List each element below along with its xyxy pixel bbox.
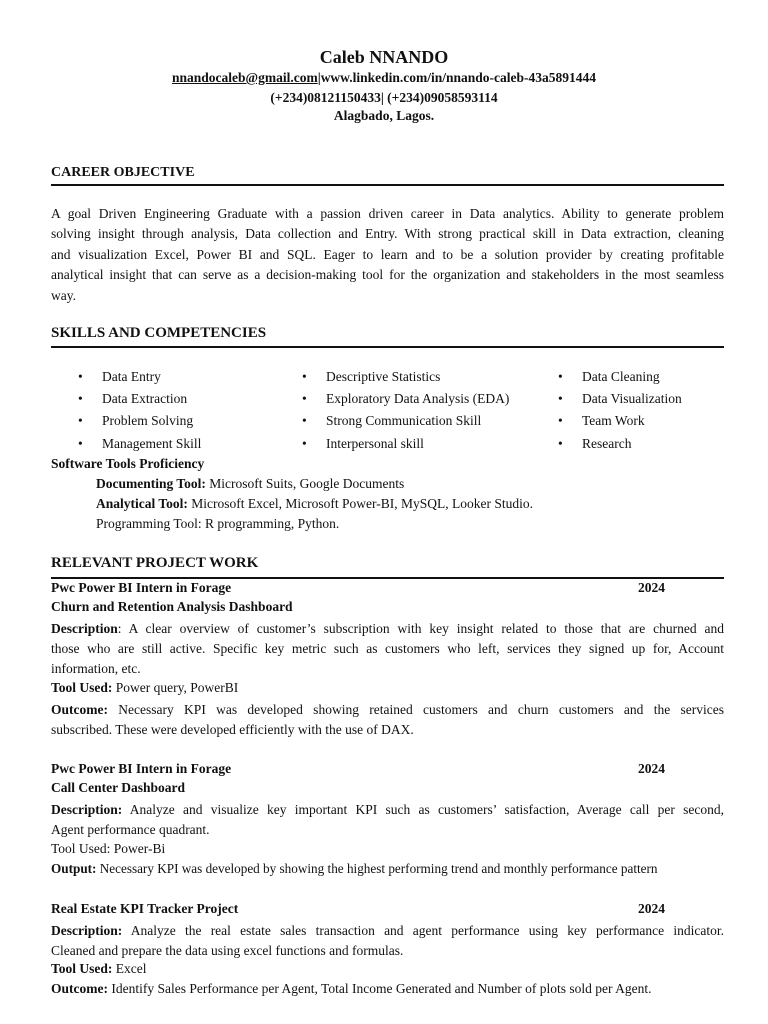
bullet-icon: • (558, 391, 563, 406)
objective-line: solving insight through analysis, Data collection and Entry. With strong practical skill in Data extraction, cleaning (51, 226, 724, 242)
skill-item: • Research (558, 436, 632, 451)
skills-heading: SKILLS AND COMPETENCIES (51, 325, 267, 341)
analytical-tool: Analytical Tool: Microsoft Excel, Microsoft Power-BI, MySQL, Looker Studio. (96, 496, 533, 511)
bullet-icon: • (302, 369, 307, 384)
project-outcome: Outcome: Identify Sales Performance per Agent, Total Income Generated and Number of plots sold per Agent. (51, 981, 652, 996)
project-description: Description: Analyze the real estate sales transaction and agent performance using key performance indicator. Cleaned and prepare the data using excel functions and formulas. (51, 923, 724, 958)
project-title: Real Estate KPI Tracker Project (51, 901, 239, 916)
section-divider (51, 184, 724, 186)
project-tool: Tool Used: Excel (51, 961, 147, 976)
skill-item: • Descriptive Statistics (302, 369, 441, 384)
bullet-icon: • (302, 413, 307, 428)
career-objective-heading: CAREER OBJECTIVE (51, 165, 195, 180)
section-divider (51, 346, 724, 348)
documenting-tool: Documenting Tool: Microsoft Suits, Google Documents (96, 476, 405, 491)
project-tool: Tool Used: Power-Bi (51, 841, 166, 856)
objective-line: A goal Driven Engineering Graduate with a passion driven career in Data analytics. Ability to generate problem (51, 206, 724, 221)
projects-heading: RELEVANT PROJECT WORK (51, 555, 259, 571)
skill-item: • Interpersonal skill (302, 436, 424, 451)
phone-numbers: (+234)08121150433| (+234)09058593114 (270, 90, 498, 105)
bullet-icon: • (558, 413, 563, 428)
project-subtitle: Call Center Dashboard (51, 780, 186, 795)
bullet-icon: • (78, 413, 83, 428)
bullet-icon: • (302, 436, 307, 451)
skill-item: • Exploratory Data Analysis (EDA) (302, 391, 510, 406)
contact-separator: | (317, 70, 321, 85)
career-objective-text (51, 204, 724, 306)
objective-line: analytical insight that can serve as a decision-making tool for the organization and stakeholders in the most seamless (51, 267, 724, 283)
skill-item: • Strong Communication Skill (302, 413, 482, 428)
bullet-icon: • (558, 369, 563, 384)
skill-item: • Data Entry (78, 369, 161, 384)
project-title: Pwc Power BI Intern in Forage (51, 761, 232, 776)
address: Alagbado, Lagos. (333, 108, 435, 123)
tools-heading: Software Tools Proficiency (51, 456, 205, 471)
bullet-icon: • (78, 369, 83, 384)
objective-line: way. (51, 287, 76, 303)
contact-line (0, 70, 768, 86)
programming-tool: Programming Tool: R programming, Python. (96, 516, 340, 531)
project-output: Output: Necessary KPI was developed by showing the highest performing trend and monthly performance pattern (51, 861, 658, 876)
bullet-icon: • (78, 391, 83, 406)
skill-item: • Data Visualization (558, 391, 682, 406)
bullet-icon: • (78, 436, 83, 451)
skill-item: • Team Work (558, 413, 645, 428)
project-outcome: Outcome: Necessary KPI was developed showing retained customers and churn customers and the services subscribed. These were developed efficiently with the use of DAX. (51, 702, 724, 737)
bullet-icon: • (558, 436, 563, 451)
objective-line: and visualization Excel, Power BI and SQL. Eager to learn and to be a solution provider by creating profitable (51, 246, 724, 262)
project-title: Pwc Power BI Intern in Forage (51, 580, 232, 595)
project-tool: Tool Used: Power query, PowerBI (51, 680, 239, 695)
skill-item: • Problem Solving (78, 413, 194, 428)
project-description: Description: A clear overview of customer’s subscription with key insight related to those that are churned and those who are still active. Specific key metric such as customers who left, services they signed up for, Account information, etc. (51, 621, 724, 676)
project-year: 2024 (638, 761, 665, 776)
project-description: Description: Analyze and visualize key important KPI such as customers’ satisfaction, Average call per second, Agent performance quadrant. (51, 802, 724, 837)
email-link[interactable]: nnandocaleb@gmail.com (172, 70, 318, 85)
candidate-name: Caleb NNANDO (319, 47, 449, 67)
skill-item: • Data Cleaning (558, 369, 660, 384)
project-year: 2024 (638, 580, 665, 595)
project-subtitle: Churn and Retention Analysis Dashboard (51, 599, 293, 614)
skill-item: • Data Extraction (78, 391, 188, 406)
project-year: 2024 (638, 901, 665, 916)
bullet-icon: • (302, 391, 307, 406)
skill-item: • Management Skill (78, 436, 202, 451)
section-divider (51, 577, 724, 579)
linkedin-link[interactable]: www.linkedin.com/in/nnando-caleb-43a5891444 (320, 70, 596, 85)
